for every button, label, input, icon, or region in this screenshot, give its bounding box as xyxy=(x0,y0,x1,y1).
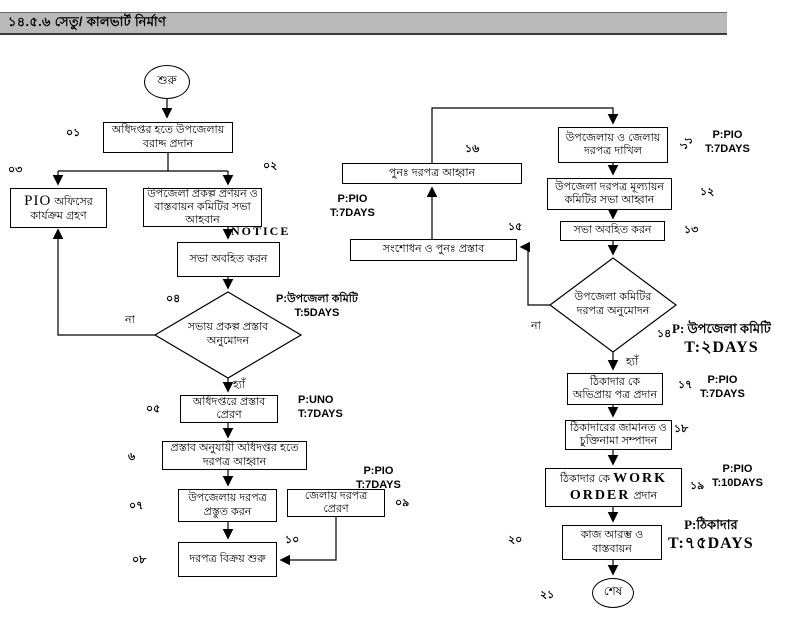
annotation-send-proposal xyxy=(298,393,343,422)
end-label: শেষ xyxy=(603,584,623,598)
step-07: ০৭ xyxy=(129,500,144,512)
start-terminal xyxy=(144,65,190,99)
page-title: ১৪.৫.৬ সেতু/ কালভার্ট নির্মাণ xyxy=(8,13,167,29)
node-wo-pre: ঠিকাদার কে xyxy=(559,472,611,485)
branch-no-right: না xyxy=(531,320,541,332)
annotation-work-order-p: P:PIO xyxy=(722,463,753,475)
step-21: ২১ xyxy=(540,589,555,601)
notice-label: NOTICE xyxy=(231,224,291,238)
step-19: ১৯ xyxy=(690,480,705,492)
node-pio-activity xyxy=(10,188,107,228)
node-tender-call: প্রস্তাব অনুযায়ী অধিদপ্তর হতে দরপত্র আহ্বান xyxy=(162,441,307,470)
step-18: ১৮ xyxy=(674,423,689,435)
node-implement: কাজ আরম্ভ ও বাস্তবায়ন xyxy=(562,525,662,560)
step-15: ১৫ xyxy=(508,221,523,233)
annotation-retender-t: T:7DAYS xyxy=(330,207,375,220)
step-12: ১২ xyxy=(700,186,715,198)
branch-yes-right: হ্যাঁ xyxy=(626,356,639,368)
node-notify-meeting-left: সভা অবহিত করন xyxy=(177,242,280,277)
start-label: শুরু xyxy=(157,73,177,87)
step-11 xyxy=(677,133,697,153)
node-project-meeting: উপজেলা প্রকল্প প্রণয়ন ও বাস্তবায়ন কমিটির সভা আহবান xyxy=(143,188,262,227)
node-allocation: অধিদপ্তর হতে উপজেলায় বরাদ্দ প্রদান xyxy=(103,122,233,153)
annotation-approve-tender-p: P: উপজেলা কমিটি xyxy=(672,321,771,336)
annotation-loi xyxy=(700,373,745,402)
step-13: ১৩ xyxy=(684,224,699,236)
step-14: ১৪ xyxy=(657,328,672,340)
step-06: ৬ xyxy=(128,451,136,463)
node-security: ঠিকাদারের জামানত ও চুক্তিনামা সম্পাদন xyxy=(565,420,672,450)
annotation-send-district xyxy=(356,464,401,493)
node-eval-meeting: উপজেলা দরপত্র মূল্যায়ন কমিটির সভা আহ্বান xyxy=(547,178,672,210)
step-09: ০৯ xyxy=(395,497,410,509)
step-05: ০৫ xyxy=(146,403,161,415)
step-17: ১৭ xyxy=(678,379,693,391)
annotation-send-district-t: T:7DAYS xyxy=(356,479,401,492)
node-prepare-tender: উপজেলায় দরপত্র প্রস্তুত করন xyxy=(178,489,277,522)
step-01: ০১ xyxy=(66,127,81,139)
step-02: ০২ xyxy=(263,160,278,172)
annotation-approve-project xyxy=(276,292,358,321)
branch-yes-left: হ্যাঁ xyxy=(233,379,246,391)
step-16: ১৬ xyxy=(465,143,480,155)
node-wo-post: প্রদান xyxy=(633,489,658,502)
annotation-implement-t: T:৭৫DAYS xyxy=(668,534,754,552)
node-wo-latin: WORK ORDER xyxy=(569,470,668,503)
annotation-retender-p: P:PIO xyxy=(337,193,368,205)
node-retender: পুনঃ দরপত্র আহ্বান xyxy=(342,163,522,184)
annotation-send-proposal-t: T:7DAYS xyxy=(298,408,343,421)
step-10: ১০ xyxy=(285,534,300,546)
annotation-approve-project-p: P:উপজেলা কমিটি xyxy=(276,293,358,305)
branch-no-left: না xyxy=(125,314,135,326)
node-work-order xyxy=(545,468,682,507)
node-loi: ঠিকাদার কে অভিপ্রায় পত্র প্রদান xyxy=(567,373,663,405)
node-pio-latin: PIO xyxy=(24,193,52,210)
annotation-implement-p: P:ঠিকাদার xyxy=(684,517,738,532)
annotation-send-proposal-p: P:UNO xyxy=(298,394,334,406)
annotation-approve-project-t: T:5DAYS xyxy=(294,307,340,320)
node-tender-sale: দরপত্র বিক্রয় শুরু xyxy=(178,542,277,577)
node-notify-meeting-right: সভা অবহিত করন xyxy=(560,221,665,241)
step-11-text: ১১ xyxy=(677,133,697,153)
decision-tender-approval: উপজেলা কমিটির দরপত্র অনুমোদন xyxy=(574,291,652,317)
annotation-retender xyxy=(330,192,375,221)
annotation-tender-submit-t: T:7DAYS xyxy=(705,143,750,156)
annotation-approve-tender xyxy=(672,321,771,359)
annotation-tender-submit xyxy=(705,128,750,157)
step-20: ২০ xyxy=(508,534,523,546)
annotation-implement xyxy=(668,517,754,555)
annotation-loi-t: T:7DAYS xyxy=(700,388,745,401)
step-08: ০৮ xyxy=(132,554,147,566)
annotation-loi-p: P:PIO xyxy=(707,374,738,386)
end-terminal xyxy=(592,578,634,608)
node-tender-submit: উপজেলায় ও জেলায় দরপত্র দাখিল xyxy=(558,127,668,163)
annotation-work-order-t: T:10DAYS xyxy=(712,477,763,490)
annotation-send-district-p: P:PIO xyxy=(363,465,394,477)
step-03: ০৩ xyxy=(8,164,23,176)
decision-project-approval: সভায় প্রকল্প প্রস্তাব অনুমোদন xyxy=(187,321,269,347)
annotation-tender-submit-p: P:PIO xyxy=(712,129,743,141)
step-04: ০৪ xyxy=(166,293,181,305)
annotation-work-order xyxy=(712,462,763,491)
node-revise: সংশোধন ও পুনঃ প্রস্তাব xyxy=(350,239,517,261)
annotation-approve-tender-t: T:২DAYS xyxy=(684,338,759,356)
node-pio-rest: অফিসের কার্যক্রম গ্রহণ xyxy=(30,196,93,223)
node-send-proposal: অধিদপ্তরে প্রস্তাব প্রেরণ xyxy=(180,395,278,423)
node-send-district: জেলায় দরপত্র প্রেরণ xyxy=(287,489,385,517)
